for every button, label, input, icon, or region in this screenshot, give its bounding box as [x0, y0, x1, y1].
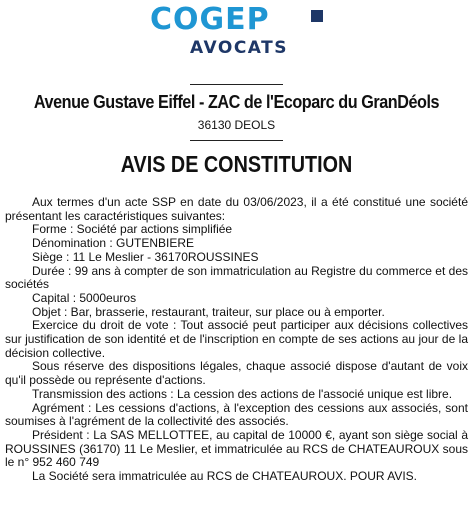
top-divider — [190, 84, 283, 85]
notice-paragraph: Agrément : Les cessions d'actions, à l'exception des cessions aux associés, sont soumises à l'agrément de la collectivité des associés. — [5, 400, 468, 429]
notice-body — [5, 196, 468, 484]
notice-paragraph: La Société sera immatriculée au RCS de CHATEAUROUX. POUR AVIS. — [32, 469, 418, 484]
address-line: Avenue Gustave Eiffel - ZAC de l'Ecoparc du GranDéols — [33, 92, 440, 112]
logo-wordmark: COGEP — [150, 2, 270, 37]
notice-paragraph: Capital : 5000euros — [32, 290, 137, 305]
logo-subtitle: AVOCATS — [190, 38, 288, 58]
logo-square-icon — [311, 10, 323, 22]
bottom-divider — [190, 140, 283, 141]
notice-paragraph: Sous réserve des dispositions légales, chaque associé dispose d'autant de voix qu'il possède ou représente d'actions. — [5, 359, 468, 388]
notice-title: AVIS DE CONSTITUTION — [120, 151, 353, 177]
notice-paragraph: Président : La SAS MELLOTTEE, au capital de 10000 €, ayant son siège social à ROUSSINES (36170) 11 Le Meslier, et immatriculée au RCS de CHATEAUROUX sous le n° 952 460 749 — [5, 427, 468, 470]
notice-paragraph: Siège : 11 Le Meslier - 36170ROUSSINES — [32, 249, 259, 264]
notice-paragraph: Dénomination : GUTENBIERE — [32, 236, 195, 251]
notice-paragraph: Objet : Bar, brasserie, restaurant, traiteur, sur place ou à emporter. — [32, 304, 385, 319]
notice-paragraph: Transmission des actions : La cession des actions de l'associé unique est libre. — [32, 386, 453, 401]
notice-paragraph: Exercice du droit de vote : Tout associé peut participer aux décisions collectives sur justification de son identité et de l'inscription en compte de ses actions au jour de la décision collective. — [5, 318, 468, 360]
cogep-avocats-logo — [0, 4, 473, 60]
city-line: 36130 DEOLS — [197, 118, 276, 132]
notice-paragraph: Durée : 99 ans à compter de son immatriculation au Registre du commerce et des sociétés — [5, 263, 468, 292]
notice-paragraph: Forme : Société par actions simplifiée — [32, 222, 233, 237]
notice-paragraph: Aux termes d'un acte SSP en date du 03/06/2023, il a été constitué une société présentant les caractéristiques suivantes: — [5, 195, 468, 223]
